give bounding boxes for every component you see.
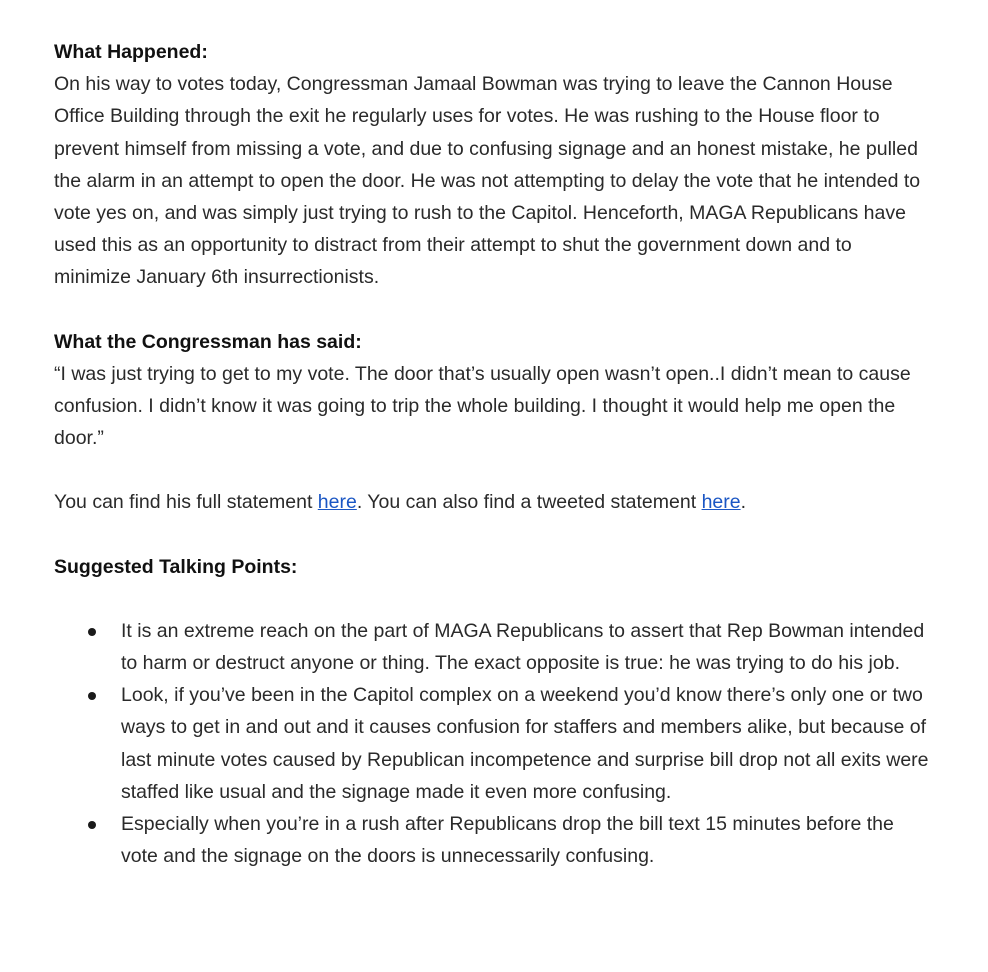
- what-happened-paragraph: On his way to votes today, Congressman Jamaal Bowman was trying to leave the Cannon House Office Building through the exit he regularly uses for votes. He was rushing to the House floor to prevent himself from missing a vote, and due to confusing signage and an honest mistake, he pulled the alarm in an attempt to open the door. He was not attempting to delay the vote that he intended to vote yes on, and was simply just trying to rush to the Capitol. Henceforth, MAGA Republicans have used this as an opportunity to distract from their attempt to shut the government down and to minimize January 6th insurrectionists.: [54, 73, 921, 289]
- statement-text-middle: . You can also find a tweeted statement: [356, 491, 702, 514]
- congressman-said-heading: What the Congressman has said:: [54, 330, 362, 353]
- talking-points-list: [54, 615, 934, 873]
- full-statement-link[interactable]: here: [317, 491, 357, 514]
- talking-point-text: Especially when you’re in a rush after Republicans drop the bill text 15 minutes before the vote and the signage on the doors is unnecessarily confusing.: [121, 813, 894, 868]
- section-spacer: [54, 454, 934, 486]
- talking-point-text: Look, if you’ve been in the Capitol complex on a weekend you’d know there’s only one or two ways to get in and out and it causes confusion for staffers and members alike, but because of last minute votes caused by Republican incompetence and surprise bill drop not all exits were staffed like usual and the signage made it even more confusing.: [121, 684, 929, 803]
- what-happened-heading: What Happened:: [54, 41, 208, 63]
- talking-point-text: It is an extreme reach on the part of MAGA Republicans to assert that Rep Bowman intended to harm or destruct anyone or thing. The exact opposite is true: he was trying to do his job.: [121, 619, 925, 675]
- bullet-icon: [88, 628, 96, 636]
- bullet-icon: [88, 692, 96, 700]
- statement-links-paragraph: [54, 486, 934, 518]
- list-item: [54, 808, 934, 872]
- statement-text-end: .: [740, 491, 747, 514]
- list-item: [54, 615, 934, 679]
- section-spacer: [54, 294, 934, 326]
- statement-text-before: You can find his full statement: [54, 491, 318, 514]
- section-spacer: [54, 519, 934, 551]
- tweeted-statement-link[interactable]: here: [701, 491, 741, 514]
- document-body: [54, 36, 934, 872]
- bullet-icon: [88, 821, 96, 829]
- congressman-quote: “I was just trying to get to my vote. The door that’s usually open wasn’t open..I didn’t mean to cause confusion. I didn’t know it was going to trip the whole building. I thought it would help me open the door.”: [54, 362, 911, 450]
- talking-points-heading: Suggested Talking Points:: [54, 555, 298, 578]
- list-item: [54, 679, 934, 808]
